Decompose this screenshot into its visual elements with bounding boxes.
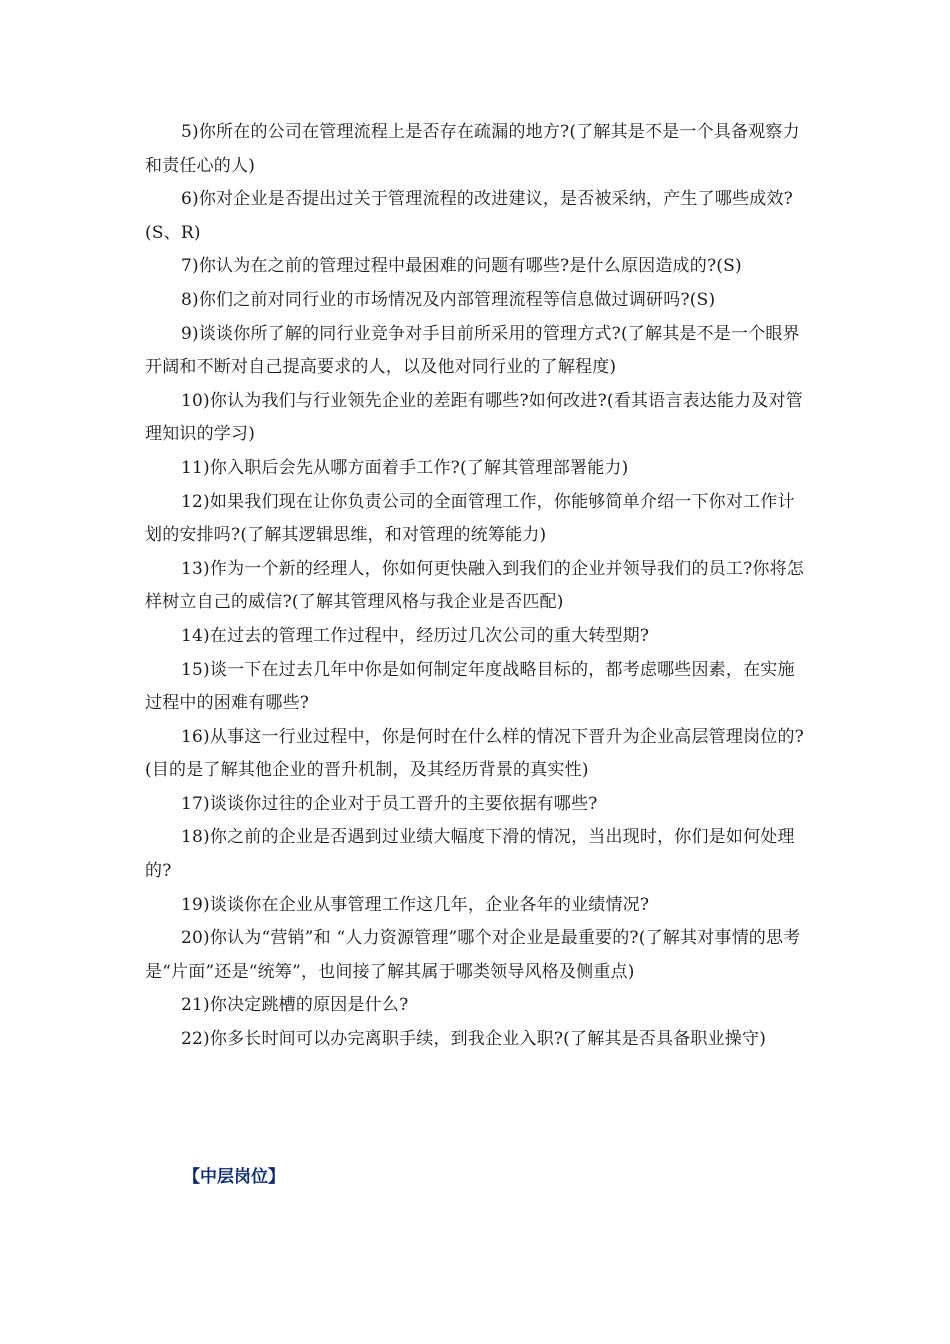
question-item: 12)如果我们现在让你负责公司的全面管理工作，你能够简单介绍一下你对工作计划的安排吗?(了解其逻辑思维，和对管理的统筹能力) xyxy=(145,491,795,546)
question-item: 9)谈谈你所了解的同行业竞争对手目前所采用的管理方式?(了解其是不是一个眼界开阔和不断对自己提高要求的人，以及他对同行业的了解程度) xyxy=(145,323,800,378)
question-item: 15)谈一下在过去几年中你是如何制定年度战略目标的，都考虑哪些因素，在实施过程中的困难有哪些? xyxy=(145,659,795,714)
question-item: 6)你对企业是否提出过关于管理流程的改进建议，是否被采纳，产生了哪些成效?(S、R) xyxy=(145,189,793,243)
question-item: 20)你认为“营销”和 “人力资源管理”哪个对企业是最重要的?(了解其对事情的思考是“片面”还是“统筹”，也间接了解其属于哪类领导风格及侧重点) xyxy=(145,928,801,982)
question-item: 22)你多长时间可以办完离职手续，到我企业入职?(了解其是否具备职业操守) xyxy=(181,1029,767,1050)
question-item: 19)谈谈你在企业从事管理工作这几年，企业各年的业绩情况? xyxy=(181,894,650,915)
question-item: 21)你决定跳槽的原因是什么? xyxy=(181,995,409,1016)
question-list xyxy=(145,116,810,1057)
question-item: 18)你之前的企业是否遇到过业绩大幅度下滑的情况，当出现时，你们是如何处理的? xyxy=(145,827,795,882)
question-item: 11)你入职后会先从哪方面着手工作?(了解其管理部署能力) xyxy=(181,457,629,478)
question-item: 17)谈谈你过往的企业对于员工晋升的主要依据有哪些? xyxy=(181,793,598,814)
question-item: 16)从事这一行业过程中，你是何时在什么样的情况下晋升为企业高层管理岗位的?(目的是了解其他企业的晋升机制，及其经历背景的真实性) xyxy=(145,726,804,781)
question-item: 14)在过去的管理工作过程中，经历过几次公司的重大转型期? xyxy=(181,625,650,646)
section-heading: 【中层岗位】 xyxy=(183,1167,285,1187)
question-item: 7)你认为在之前的管理过程中最困难的问题有哪些?是什么原因造成的?(S) xyxy=(181,256,742,277)
question-item: 13)作为一个新的经理人，你如何更快融入到我们的企业并领导我们的员工?你将怎样树立自己的威信?(了解其管理风格与我企业是否匹配) xyxy=(145,558,804,613)
question-item: 10)你认为我们与行业领先企业的差距有哪些?如何改进?(看其语言表达能力及对管理知识的学习) xyxy=(145,390,803,445)
question-item: 8)你们之前对同行业的市场情况及内部管理流程等信息做过调研吗?(S) xyxy=(181,289,716,310)
question-item: 5)你所在的公司在管理流程上是否存在疏漏的地方?(了解其是不是一个具备观察力和责任心的人) xyxy=(145,122,800,176)
